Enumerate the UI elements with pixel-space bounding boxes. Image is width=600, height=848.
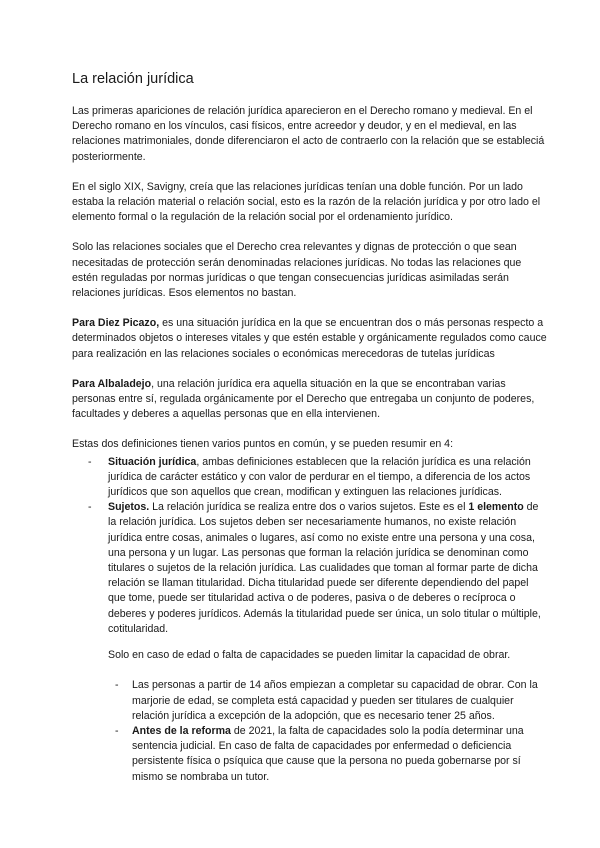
author-albaladejo: Para Albaladejo: [72, 377, 152, 390]
dash-bullet: -: [88, 455, 92, 468]
dash-bullet: -: [115, 679, 119, 692]
capacity-list: [108, 678, 548, 784]
term-primer-elemento: 1 elemento: [468, 501, 524, 514]
paragraph-common-points: Estas dos definiciones tienen varios puntos en común, y se pueden resumir en 4:: [72, 438, 454, 451]
dash-bullet: -: [115, 724, 119, 737]
definition-diez-picazo: es una situación jurídica en la que se encuentran dos o más personas respecto a determinados objetos o intereses vitales y que estén estable y orgánicamente regulados como cauce para realización en las relaciones sociales o económicas merecedoras de tutelas jurídicas: [72, 317, 547, 360]
term-antes-reforma: Antes de la reforma: [132, 724, 231, 737]
document-title: La relación jurídica: [72, 71, 194, 87]
text-situacion-juridica: , ambas definiciones establecen que la relación jurídica es una relación jurídica de carácter estático y con valor de perdurar en el tiempo, a diferencia de los actos jurídicos que son aquellos que crean, modifican y extinguen las relaciones jurídicas.: [108, 455, 531, 499]
paragraph-capacidad-obrar: Solo en caso de edad o falta de capacidades se pueden limitar la capacidad de obrar.: [108, 649, 511, 662]
text-sujetos-intro: La relación jurídica se realiza entre dos o varios sujetos. Este es el: [149, 501, 469, 514]
paragraph-relevance: Solo las relaciones sociales que el Derecho crea relevantes y dignas de protección o que sean necesitadas de protección serán denominadas relaciones jurídicas. No todas las relaciones que estén reguladas por normas jurídicas o que tengan consecuencias jurídicas asimiladas serán relaciones jurídicas. Esos elementos no bastan.: [72, 241, 522, 300]
text-sujetos: de la relación jurídica. Los sujetos deben ser necesariamente humanos, no existe relación jurídica entre cosas, animales o lugares, así como no existe entre una persona y una cosa, una persona y un lugar. Las personas que forman la relación jurídica se denominan como titulares o sujetos de la relación jurídica. Las cualidades que toman al formar parte de dicha relación se llaman titularidad. Dicha titularidad puede ser diferente dependiendo del papel que tome, puede ser titularidad activa o de poderes, pasiva o de deberes o recíproca o deberes y poderes jurídicos. Además la titularidad puede ser única, un solo titular o múltiple, cotitularidad.: [108, 501, 541, 635]
paragraph-origins: Las primeras apariciones de relación jurídica aparecieron en el Derecho romano y medieval. En el Derecho romano en los vínculos, casi físicos, entre acreedor y deudor, y en el medieval, en las relaciones matrimoniales, donde diferenciaron el acto de contraerlo con la relación que se estableciá posteriormente.: [72, 105, 545, 163]
text-reforma: de 2021, la falta de capacidades solo la podía determinar una sentencia judicial. En caso de falta de capacidades por enfermedad o deficiencia persistente física o psíquica que cause que la persona no pueda gobernarse por sí mismo se nombraba un tutor.: [132, 724, 524, 783]
dash-bullet: -: [88, 501, 92, 514]
document-body: [72, 70, 548, 785]
common-points-list: [72, 455, 548, 637]
paragraph-diez-picazo: [72, 316, 548, 362]
list-item-reforma: [108, 724, 548, 785]
paragraph-savigny: En el siglo XIX, Savigny, creía que las relaciones jurídicas tenían una doble función. Por un lado estaba la relación material o relación social, esto es la razón de la relación jurídica y por otro lado el elemento formal o la regulación de la relación social por el ordenamiento jurídico.: [72, 180, 541, 224]
list-item-sujetos: [72, 500, 548, 637]
list-item-situacion: [72, 455, 548, 501]
paragraph-albaladejo: [72, 377, 548, 423]
term-sujetos: Sujetos.: [108, 501, 150, 514]
text-14-anos: Las personas a partir de 14 años empiezan a completar su capacidad de obrar. Con la marjorie de edad, se completa está capacidad y pueden ser titulares de cualquier relación jurídica a excepción de la adopción, que es necesario tener 25 años.: [132, 679, 538, 722]
term-situacion-juridica: Situación jurídica: [108, 455, 197, 468]
definition-albaladejo: , una relación jurídica era aquella situación en la que se encontraban varias personas entre sí, regulada orgánicamente por el Derecho que entregaba un conjunto de poderes, facultades y deberes a aquellas personas que en ella intervienen.: [72, 377, 535, 421]
author-diez-picazo: Para Diez Picazo,: [72, 317, 160, 330]
list-item-14-anos: [108, 678, 548, 724]
